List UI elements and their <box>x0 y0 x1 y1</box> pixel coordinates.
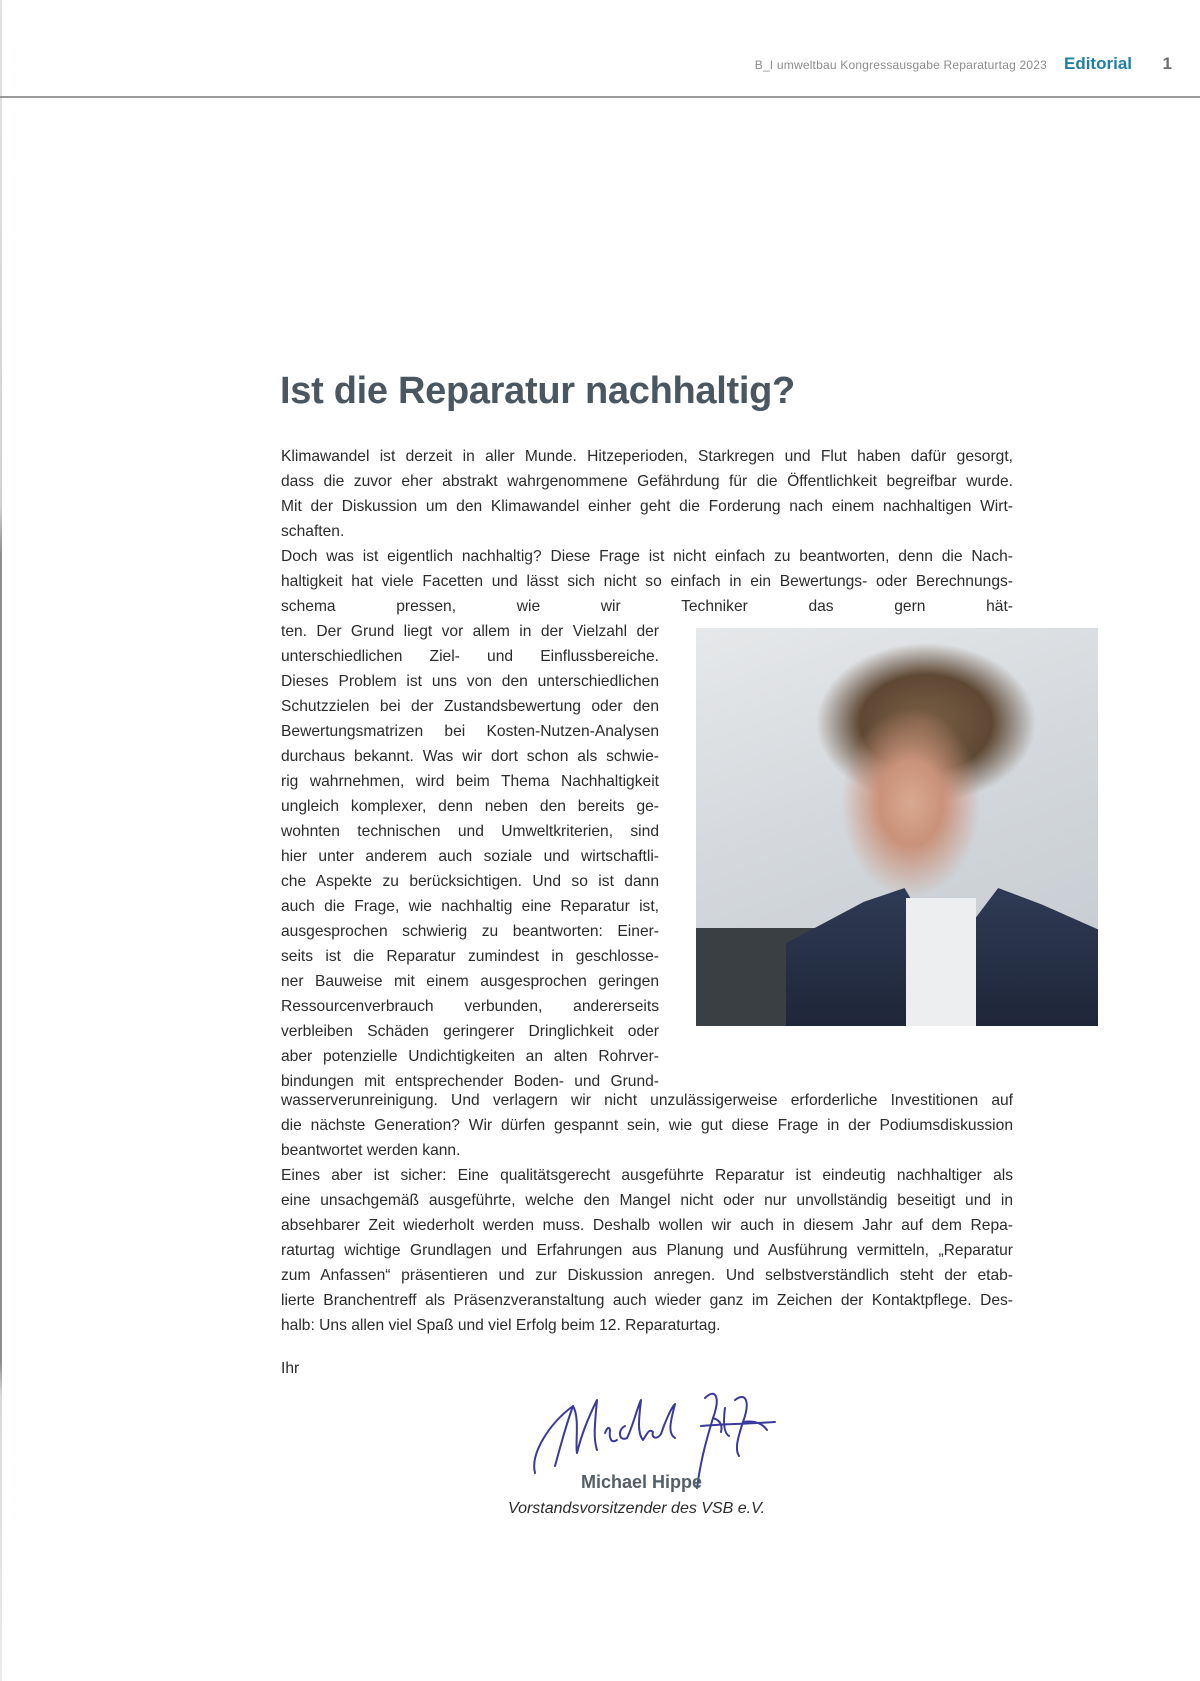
page-edge <box>0 0 2 1681</box>
body-text-line: wohnten technischen und Umweltkriterien, sind <box>281 823 659 840</box>
body-text-line: beantwortet werden kann. <box>281 1142 461 1159</box>
body-text-line: Schutzzielen bei der Zustandsbewertung oder den <box>281 698 659 715</box>
body-text-line: verbleiben Schäden geringerer Dringlichkeit oder <box>281 1023 659 1040</box>
body-text-line: seits ist die Reparatur zumindest in geschlosse- <box>281 948 659 965</box>
closing-word: Ihr <box>281 1360 300 1377</box>
body-text-line: hier unter anderem auch soziale und wirtschaftli- <box>281 848 659 865</box>
body-text-line: raturtag wichtige Grundlagen und Erfahrungen aus Planung und Ausführung vermitteln, „Reparatur <box>281 1242 1013 1259</box>
body-text-line: eine unsachgemäß ausgeführte, welche den Mangel nicht oder nur unvollständig beseitigt und in <box>281 1192 1013 1209</box>
body-text-line: Doch was ist eigentlich nachhaltig? Diese Frage ist nicht einfach zu beantworten, denn die Nach- <box>281 548 1013 565</box>
body-text-line: Dieses Problem ist uns von den unterschiedlichen <box>281 673 659 690</box>
body-text-line: bindungen mit entsprechender Boden- und Grund- <box>281 1073 659 1090</box>
body-text-line: ner Bauweise mit einem ausgesprochen geringen <box>281 973 659 990</box>
body-text-line: schaften. <box>281 523 345 540</box>
body-text-wrapped <box>281 619 659 1094</box>
section-label: Editorial <box>1063 54 1132 73</box>
body-text-line: Mit der Diskussion um den Klimawandel einher geht die Forderung nach einem nachhaltigen Wirt- <box>281 498 1013 515</box>
body-text-line: durchaus bekannt. Was wir dort schon als schwie- <box>281 748 659 765</box>
body-text-line: ten. Der Grund liegt vor allem in der Vielzahl der <box>281 623 659 640</box>
body-text-line: schema pressen, wie wir Techniker das gern hät- <box>281 598 1013 615</box>
body-text-line: die nächste Generation? Wir dürfen gespannt sein, wie gut diese Frage in der Podiumsdiskussion <box>281 1117 1013 1134</box>
body-text-bottom <box>281 1088 1013 1338</box>
body-text-line: haltigkeit hat viele Facetten und lässt sich nicht so einfach in ein Bewertungs- oder Berechnungs- <box>281 573 1013 590</box>
page-number: 1 <box>1162 54 1172 73</box>
body-text-line: Ressourcenverbrauch verbunden, andererseits <box>281 998 659 1015</box>
body-text-line: Eines aber ist sicher: Eine qualitätsgerecht ausgeführte Reparatur ist eindeutig nachhaltiger als <box>281 1167 1013 1184</box>
body-text-line: absehbarer Zeit wiederholt werden muss. Deshalb wollen wir auch in diesem Jahr auf dem Repa- <box>281 1217 1013 1234</box>
signer-name: Michael Hippe <box>581 1472 703 1492</box>
body-text-line: rig wahrnehmen, wird beim Thema Nachhaltigkeit <box>281 773 659 790</box>
author-portrait <box>696 628 1098 1026</box>
body-text-line: ausgesprochen schwierig zu beantworten: Einer- <box>281 923 659 940</box>
body-text-line: unterschiedlichen Ziel- und Einflussbereiche. <box>281 648 659 665</box>
body-text-top <box>281 444 1013 619</box>
body-text-line: aber potenzielle Undichtigkeiten an alten Rohrver- <box>281 1048 659 1065</box>
body-text-line: Bewertungsmatrizen bei Kosten-Nutzen-Analysen <box>281 723 659 740</box>
article-title: Ist die Reparatur nachhaltig? <box>280 370 795 412</box>
body-text-line: lierte Branchentreff als Präsenzveranstaltung auch wieder ganz im Zeichen der Kontaktpflege. Des- <box>281 1292 1013 1309</box>
signer-role: Vorstandsvorsitzender des VSB e.V. <box>508 1500 766 1517</box>
portrait-shirt <box>906 898 976 1026</box>
body-text-line: zum Anfassen“ präsentieren und zur Diskussion anregen. Und selbstverständlich steht der etab- <box>281 1267 1013 1284</box>
body-text-line: ungleich komplexer, denn neben den bereits ge- <box>281 798 659 815</box>
publication-title: B_I umweltbau Kongressausgabe Reparaturtag 2023 <box>754 58 1047 72</box>
body-text-line: dass die zuvor eher abstrakt wahrgenommene Gefährdung für die Öffentlichkeit begreifbar wurde. <box>281 473 1013 490</box>
body-text-line: auch die Frage, wie nachhaltig eine Reparatur ist, <box>281 898 659 915</box>
body-text-line: che Aspekte zu berücksichtigen. Und so ist dann <box>281 873 659 890</box>
body-text-line: wasserverunreinigung. Und verlagern wir nicht unzulässigerweise erforderliche Investitionen auf <box>281 1092 1013 1109</box>
body-text-line: halb: Uns allen viel Spaß und viel Erfolg beim 12. Reparaturtag. <box>281 1317 721 1334</box>
body-text-line: Klimawandel ist derzeit in aller Munde. Hitzeperioden, Starkregen und Flut haben dafür gesorgt, <box>281 448 1013 465</box>
page-header <box>0 0 1200 98</box>
